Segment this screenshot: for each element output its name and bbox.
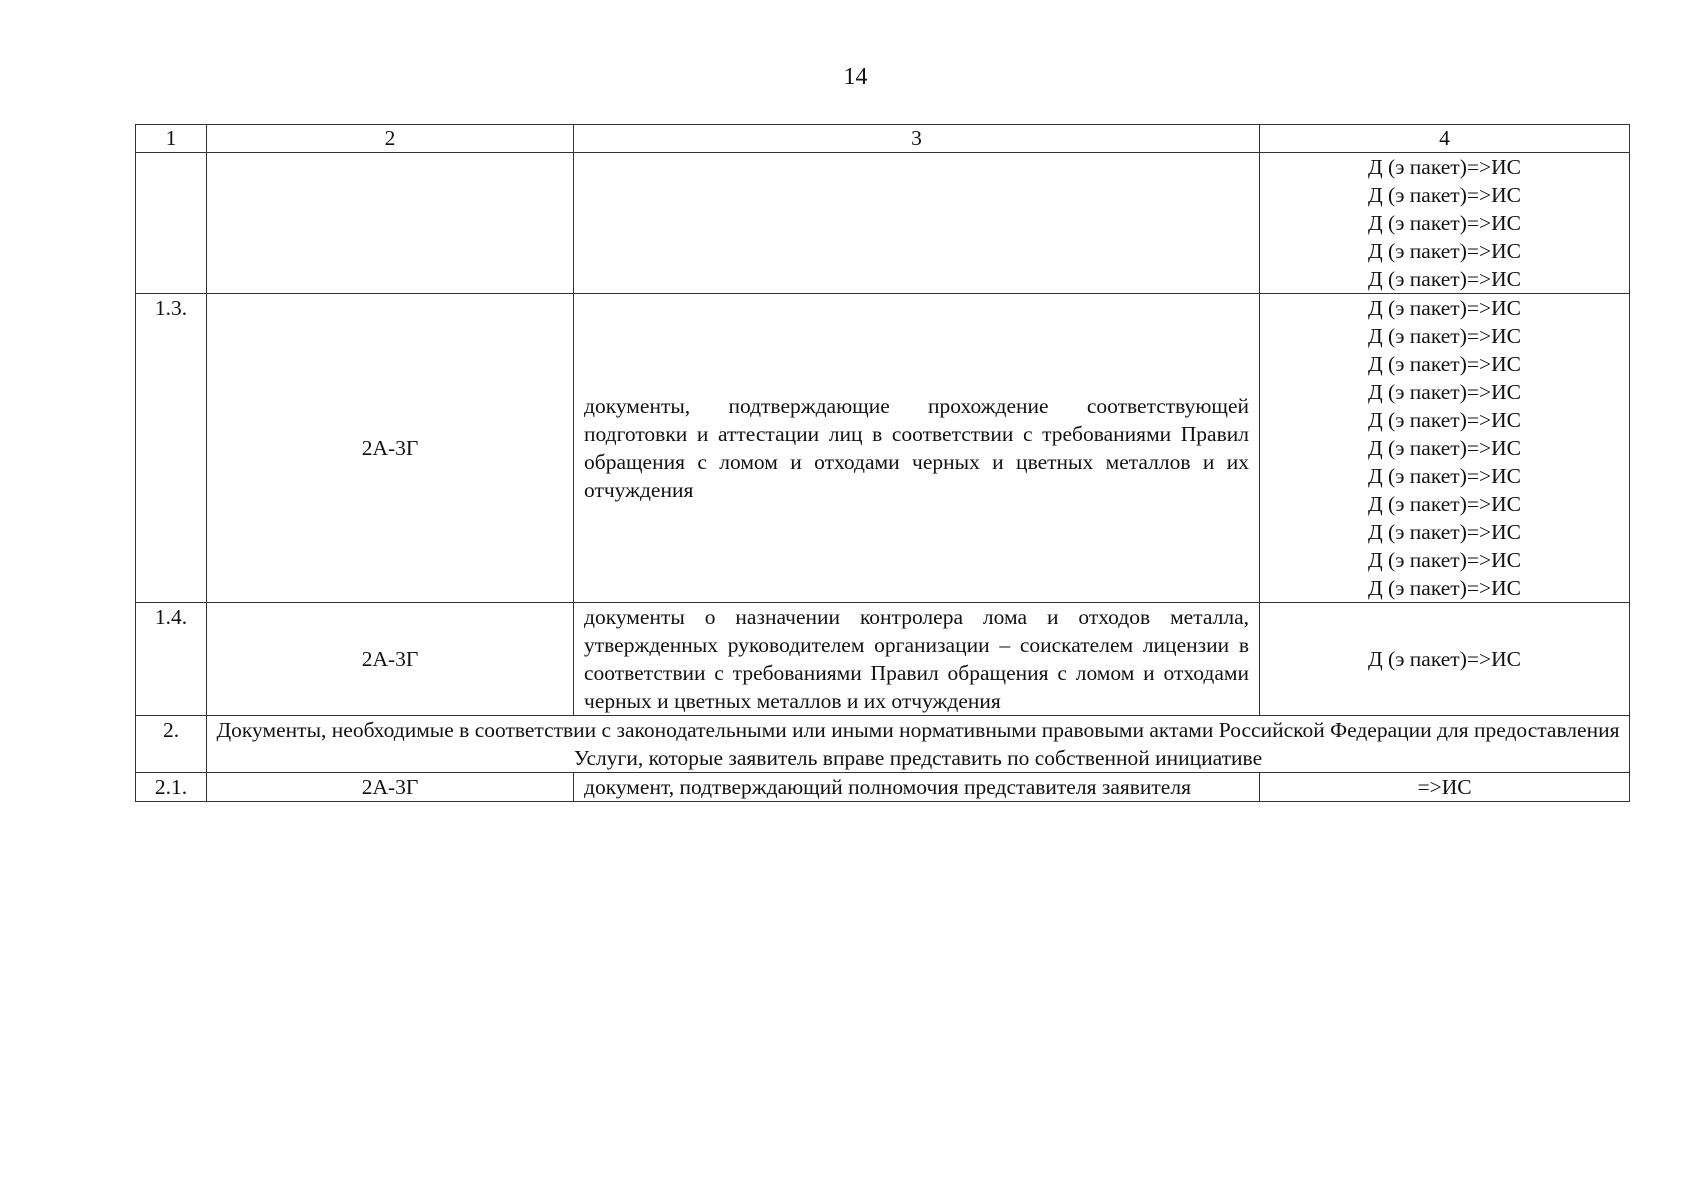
format-item: Д (э пакет)=>ИС (1368, 352, 1521, 376)
format-item: Д (э пакет)=>ИС (1368, 380, 1521, 404)
row-number: 1.4. (136, 603, 207, 716)
header-col-1: 1 (136, 125, 207, 153)
row-code: 2А-3Г (207, 294, 574, 603)
format-item: Д (э пакет)=>ИС (1368, 464, 1521, 488)
table-row (136, 603, 1630, 716)
format-item: Д (э пакет)=>ИС (1368, 548, 1521, 572)
row-format-list (1260, 603, 1630, 716)
table-row (136, 773, 1630, 802)
format-item: Д (э пакет)=>ИС (1368, 239, 1521, 263)
format-item: =>ИС (1417, 775, 1472, 799)
format-item: Д (э пакет)=>ИС (1368, 492, 1521, 516)
format-item: Д (э пакет)=>ИС (1368, 324, 1521, 348)
row-number: 2.1. (136, 773, 207, 802)
format-item: Д (э пакет)=>ИС (1368, 576, 1521, 600)
table-row (136, 294, 1630, 603)
row-description: документ, подтверждающий полномочия представителя заявителя (574, 773, 1260, 802)
format-item: Д (э пакет)=>ИС (1368, 183, 1521, 207)
row-number: 1.3. (136, 294, 207, 603)
header-col-2: 2 (207, 125, 574, 153)
section-row (136, 716, 1630, 773)
row-code: 2А-3Г (207, 603, 574, 716)
row-code (207, 153, 574, 294)
format-item: Д (э пакет)=>ИС (1368, 211, 1521, 235)
format-item: Д (э пакет)=>ИС (1368, 520, 1521, 544)
table-row (136, 153, 1630, 294)
row-number (136, 153, 207, 294)
format-item: Д (э пакет)=>ИС (1368, 155, 1521, 179)
format-item: Д (э пакет)=>ИС (1368, 267, 1521, 291)
row-description: документы о назначении контролера лома и отходов металла, утвержденных руководителем организации – соискателем лицензии в соответствии с требованиями Правил обращения с ломом и отходами черных и цветных металлов и их отчуждения (574, 603, 1260, 716)
format-item: Д (э пакет)=>ИС (1368, 296, 1521, 320)
table-header-row (136, 125, 1630, 153)
section-number: 2. (136, 716, 207, 773)
header-col-3: 3 (574, 125, 1260, 153)
format-item: Д (э пакет)=>ИС (1368, 436, 1521, 460)
row-format-list (1260, 773, 1630, 802)
row-description (574, 153, 1260, 294)
format-item: Д (э пакет)=>ИС (1368, 647, 1521, 671)
documents-table (135, 124, 1630, 802)
section-title: Документы, необходимые в соответствии с законодательными или иными нормативными правовыми актами Российской Федерации для предоставления Услуги, которые заявитель вправе представить по собственной инициативе (207, 716, 1630, 773)
row-format-list (1260, 153, 1630, 294)
page-number: 14 (843, 64, 868, 90)
row-code: 2А-3Г (207, 773, 574, 802)
header-col-4: 4 (1260, 125, 1630, 153)
format-item: Д (э пакет)=>ИС (1368, 408, 1521, 432)
row-description: документы, подтверждающие прохождение соответствующей подготовки и аттестации лиц в соответствии с требованиями Правил обращения с ломом и отходами черных и цветных металлов и их отчуждения (574, 294, 1260, 603)
row-format-list (1260, 294, 1630, 603)
